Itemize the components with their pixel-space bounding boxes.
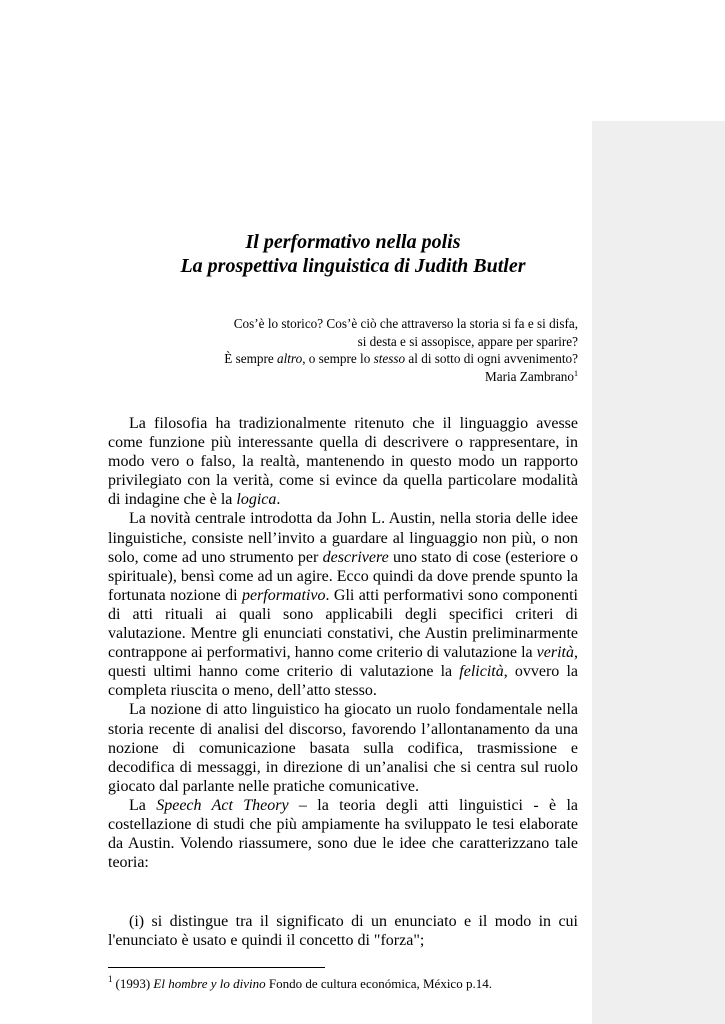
list-item: (i) si distingue tra il significato di un enunciato e il modo in cui l'enunciato è usato e quindi il concetto di "forza";: [108, 913, 578, 950]
epigraph-line: È sempre altro, o sempre lo stesso al di sotto di ogni avvenimento?: [224, 351, 578, 366]
paragraph: La Speech Act Theory – la teoria degli atti linguistici - è la costellazione di studi che più ampiamente ha sviluppato le tesi elaborate da Austin. Volendo riassumere, sono due le idee che caratterizzano tale teoria:: [108, 796, 578, 872]
epigraph-author: Maria Zambrano$^1$: [485, 368, 578, 384]
page-title: Il performativo nella polis: [245, 231, 461, 253]
paragraph: La novità centrale introdotta da John L. Austin, nella storia delle idee linguistiche, consiste nell’invito a guardare al linguaggio non più, o non solo, come ad uno strumento per descrivere uno stato di cose (esteriore o spirituale), bensì come ad un agire. Ecco quindi da dove prende spunto la fortunata nozione di performativo. Gli atti performativi sono componenti di atti rituali ai quali sono applicabili degli specifici criteri di valutazione. Mentre gli enunciati constativi, che Austin preliminarmente contrappone ai performativi, hanno come criterio di valutazione la verità, questi ultimi hanno come criterio di valutazione la felicità, ovvero la completa riuscita o meno, dell’atto stesso.: [108, 510, 579, 700]
epigraph-line: si desta e si assopisce, appare per sparire?: [357, 333, 578, 349]
footnote-reference[interactable]: 1: [574, 368, 578, 378]
footnote: $^1$ (1993) El hombre y lo divino Fondo de cultura económica, México p.14.: [108, 974, 492, 991]
paragraph: La nozione di atto linguistico ha giocato un ruolo fondamentale nella storia recente di analisi del discorso, favorendo l’allontanamento da una nozione di comunicazione basata sulla codifica, trasmissione e decodifica di messaggi, in direzione di un’analisi che si centra sul ruolo giocato dal parlante nelle pratiche comunicative.: [108, 701, 578, 795]
body-text-list: [108, 912, 578, 950]
paragraph: La filosofia ha tradizionalmente ritenuto che il linguaggio avesse come funzione più interessante quella di descrivere o rappresentare, in modo vero o falso, la realtà, mantenendo in questo modo un rapporto privilegiato con la verità, come si evince da quella particolare modalità di indagine che è la logica.: [108, 415, 578, 509]
epigraph: [150, 315, 578, 385]
comment-margin-pane: [592, 121, 725, 1024]
epigraph-line: Cos’è lo storico? Cos’è ciò che attraverso la storia si fa e si disfa,: [233, 316, 578, 331]
body-text: [108, 414, 578, 872]
page-subtitle: La prospettiva linguistica di Judith Butler: [180, 255, 526, 277]
footnote-number: 1: [108, 974, 113, 984]
footnote-separator: [108, 967, 325, 968]
